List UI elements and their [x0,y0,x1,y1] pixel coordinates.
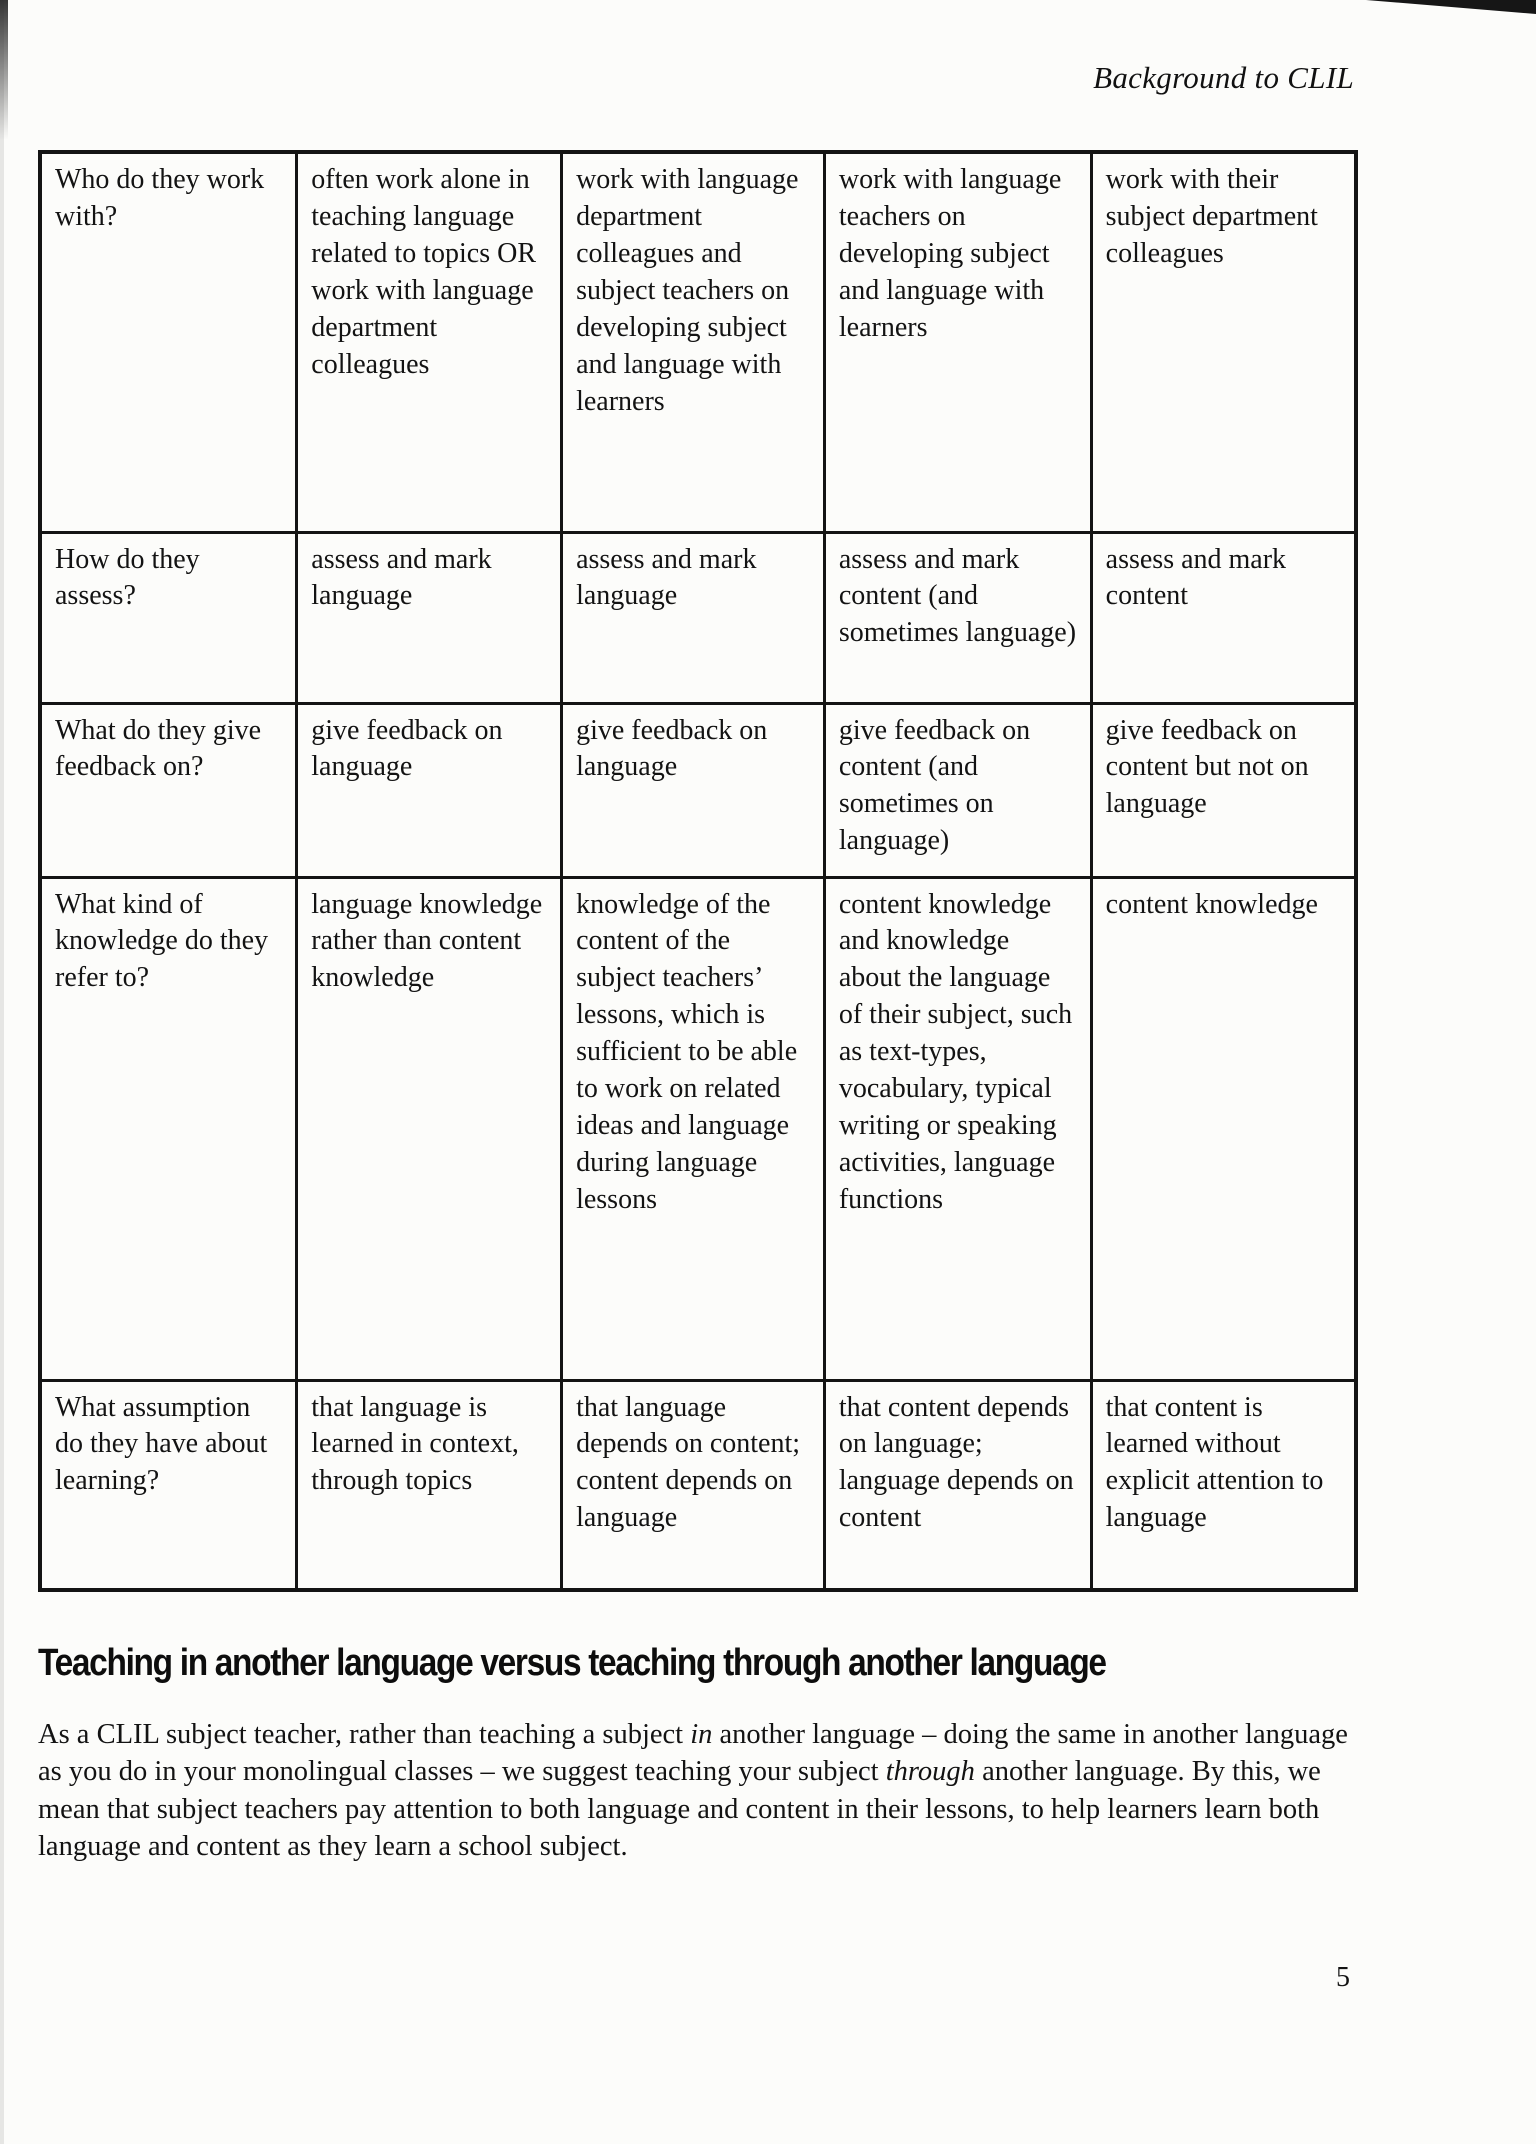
question-cell: Who do they work with? [40,152,297,532]
table-cell: work with language department colleagues and subject teachers on developing subject and language with learners [562,152,825,532]
table-cell: work with their subject department colleagues [1091,152,1356,532]
table-row [40,703,1356,877]
table-cell: assess and mark content [1091,532,1356,703]
clil-comparison-table [38,150,1358,1592]
table-cell: often work alone in teaching language related to topics OR work with language department colleagues [297,152,562,532]
table-cell: work with language teachers on developing subject and language with learners [824,152,1091,532]
table-cell: assess and mark language [297,532,562,703]
table-cell: knowledge of the content of the subject teachers’ lessons, which is sufficient to be able to work on related ideas and language during language lessons [562,877,825,1380]
table-cell: that language depends on content; content depends on language [562,1380,825,1590]
table-cell: content knowledge and knowledge about the language of their subject, such as text-types, vocabulary, typical writing or speaking activities, language functions [824,877,1091,1380]
table-cell: give feedback on language [297,703,562,877]
table-cell: give feedback on language [562,703,825,877]
paragraph-text: another language – doing the same in another language as you do in your monolingual classes – we suggest teaching your subject [38,1719,1348,1788]
table-row [40,877,1356,1380]
question-cell: What do they give feedback on? [40,703,297,877]
italic-word-through: through [885,1756,975,1788]
question-cell: What assumption do they have about learning? [40,1380,297,1590]
section-heading: Teaching in another language versus teaching through another language [38,1642,1106,1684]
paragraph-text: As a CLIL subject teacher, rather than teaching a subject [38,1719,691,1750]
scan-artifact-corner [1366,0,1536,14]
table-cell: assess and mark language [562,532,825,703]
question-cell: How do they assess? [40,532,297,703]
table-cell: that content is learned without explicit attention to language [1091,1380,1356,1590]
table-cell: give feedback on content (and sometimes on language) [824,703,1091,877]
page-number: 5 [1336,1962,1350,1993]
table-row [40,532,1356,703]
table-cell: give feedback on content but not on language [1091,703,1356,877]
table-cell: that language is learned in context, through topics [297,1380,562,1590]
table-cell: content knowledge [1091,877,1356,1380]
running-head: Background to CLIL [1093,60,1354,95]
scan-artifact-left-edge [0,0,4,2144]
question-cell: What kind of knowledge do they refer to? [40,877,297,1380]
italic-word-in: in [690,1719,713,1750]
paragraph-text: another language. By this, we mean that subject teachers pay attention to both language and content in their lessons, to help learners learn both language and content as they learn a school subject. [38,1756,1321,1862]
table-row [40,152,1356,532]
body-paragraph [38,1716,1350,1865]
table-cell: assess and mark content (and sometimes language) [824,532,1091,703]
table-cell: language knowledge rather than content knowledge [297,877,562,1380]
table-row [40,1380,1356,1590]
table-cell: that content depends on language; language depends on content [824,1380,1091,1590]
